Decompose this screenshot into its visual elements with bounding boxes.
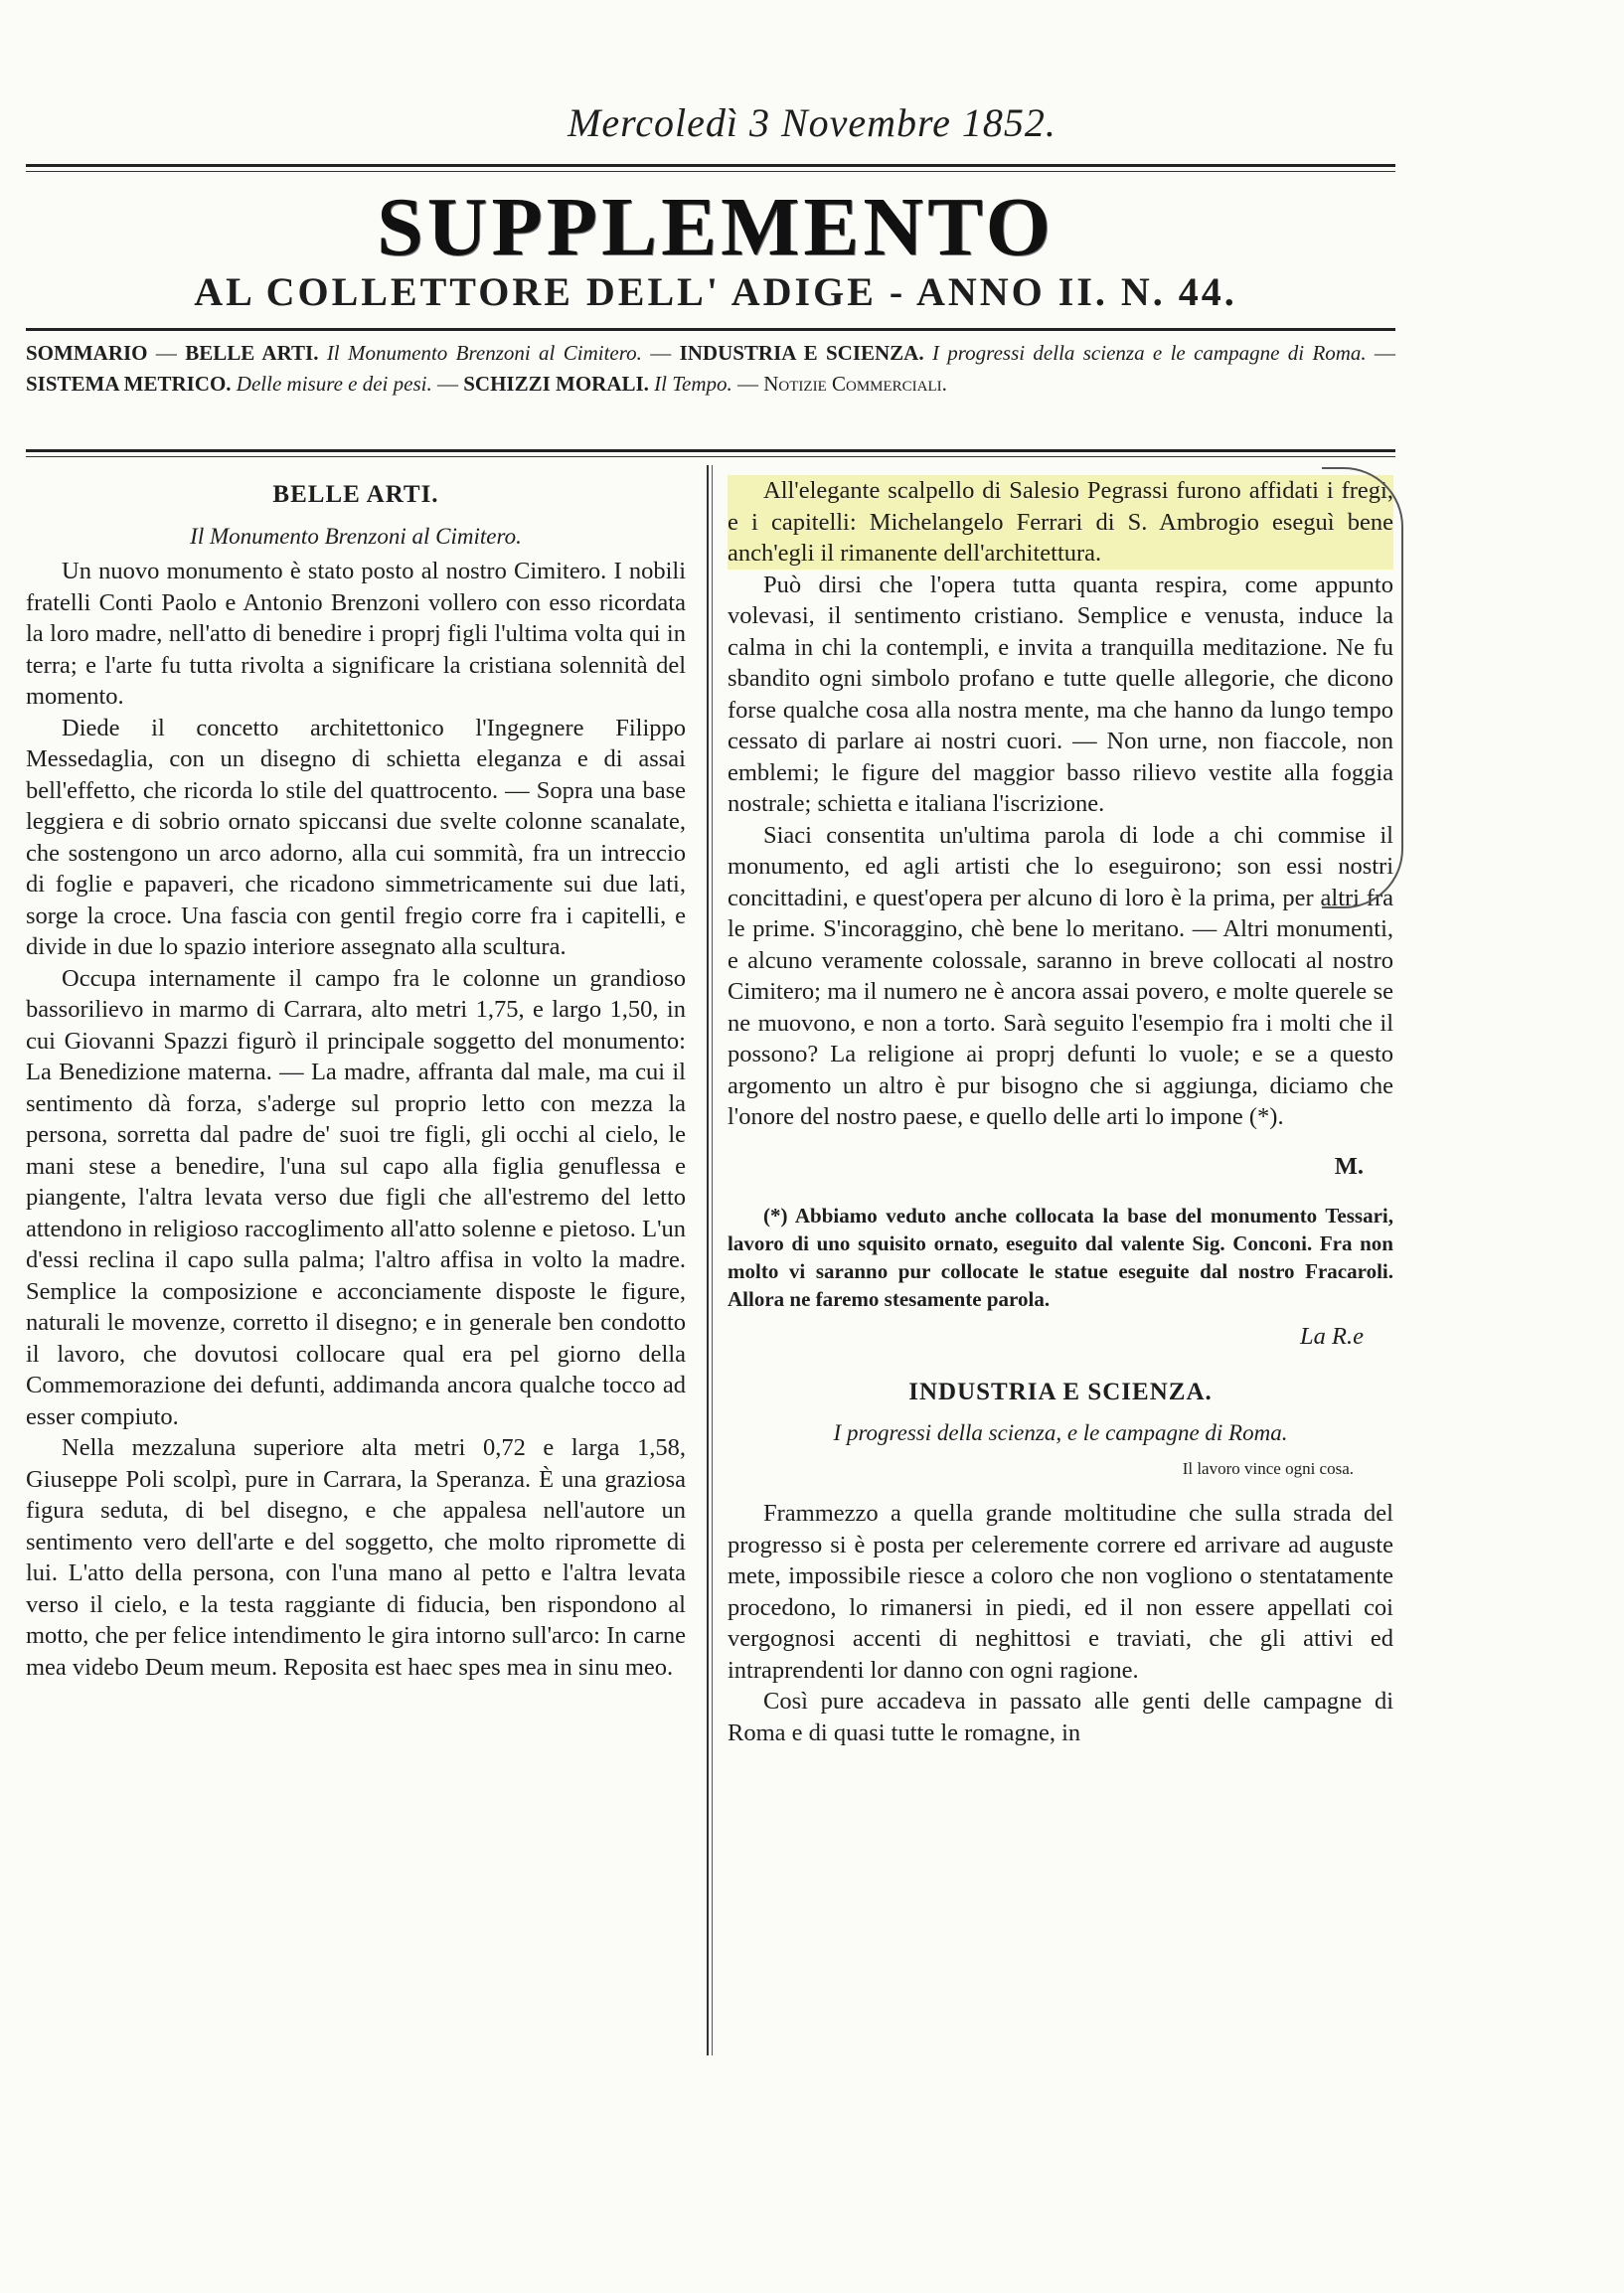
- paragraph: Siaci consentita un'ultima parola di lode a chi commise il monumento, ed agli artisti che lo eseguirono; son essi nostri concittadini, e quest'opera per alcuno di loro è la prima, per altri fra le prime. S'incoraggino, chè bene lo meritano. — Altri monumenti, e alcuno veramente colossale, saranno in breve collocati al nostro Cimitero; ma il numero ne è ancora assai povero, e molte querele se ne muovono, e non a torto. Sarà seguito l'esempio fra i molti che il possono? La religione ai proprj defunti lo vuole; e se a questo argomento un altro è pur bisogno che si aggiunga, diciamo che l'onore del nostro paese, e quello delle arti lo impone (*).: [728, 821, 1393, 1130]
- article-subtitle-progressi: I progressi della scienza, e le campagne di Roma.: [833, 1420, 1288, 1445]
- summary-section-4: SCHIZZI MORALI.: [463, 372, 649, 396]
- footnote: (*) Abbiamo veduto anche collocata la base del monumento Tessari, lavoro di uno squisito ornato, eseguito dal valente Sig. Conconi. Fra non molto vi saranno pur collocate le statue eseguite dal nostro Fracaroli. Allora ne faremo stesamente parola.: [728, 1204, 1393, 1311]
- summary-block: SOMMARIO — BELLE ARTI. Il Monumento Brenzoni al Cimitero. — INDUSTRIA E SCIENZA. I progressi della scienza e le campagne di Roma. — SISTEMA METRICO. Delle misure e dei pesi. — SCHIZZI MORALI. Il Tempo. — Notizie Commerciali.: [26, 341, 1396, 396]
- summary-text-3: Delle misure e dei pesi.: [236, 372, 432, 396]
- paragraph: Può dirsi che l'opera tutta quanta respira, come appunto volevasi, il sentimento cristiano. Semplice e venusta, induce la calma in chi la contempli, e invita a tranquilla meditazione. Ne fu sbandito ogni simbolo profano e tutte quelle allegorie, che dicono forse qualche cosa alla nostra mente, ma che hanno da lungo tempo cessato di parlare ai nostri cuori. — Non urne, non fiaccole, non emblemi; le figure del maggior basso rilievo vestite alla foggia nostrale; schietta e italiana l'iscrizione.: [728, 571, 1393, 817]
- signature-2: La R.e: [1300, 1323, 1364, 1350]
- column-divider-inner: [712, 465, 713, 2055]
- top-rule: [26, 164, 1395, 167]
- dateline: Mercoledì 3 Novembre 1852.: [568, 100, 1056, 145]
- article-subtitle-monumento: Il Monumento Brenzoni al Cimitero.: [190, 523, 522, 549]
- column-divider: [707, 465, 709, 2055]
- left-column: [26, 475, 686, 1683]
- paragraph: Frammezzo a quella grande moltitudine che sulla strada del progresso si è posta per celeremente correre ed arrivare ad auguste mete, impossibile riesce a coloro che non vogliono o stentatamente procedono, lo rimanersi in piedi, ed il non essere appellati coi vergognosi accenti di neghittosi e traviati, che gli attivi ed intraprendenti lor danno con ogni ragione.: [728, 1500, 1393, 1684]
- paragraph: Un nuovo monumento è stato posto al nostro Cimitero. I nobili fratelli Conti Paolo e Antonio Brenzoni vollero con esso ricordata la loro madre, nell'atto di benedire i proprj figli l'ultima volta qui in terra; e l'arte fu tutta rivolta a significare la cristiana solennità del momento.: [26, 558, 686, 710]
- summary-section-2: INDUSTRIA E SCIENZA.: [679, 341, 924, 365]
- summary-label: SOMMARIO: [26, 341, 148, 365]
- masthead-title: SUPPLEMENTO: [377, 181, 1055, 273]
- section-title-industria: INDUSTRIA E SCIENZA.: [908, 1378, 1213, 1405]
- summary-text-5: Notizie Commerciali.: [763, 372, 947, 396]
- paragraph: Così pure accadeva in passato alle genti delle campagne di Roma e di quasi tutte le romagne, in: [728, 1688, 1393, 1746]
- paragraph: Nella mezzaluna superiore alta metri 0,72 e larga 1,58, Giuseppe Poli scolpì, pure in Carrara, la Speranza. È una graziosa figura seduta, di bel disegno, e che appalesa nell'autore un sentimento vero dell'arte e del soggetto, che molto ripromette di lui. L'atto della persona, con l'una mano al petto e l'altra levata verso il cielo, e la testa raggiante di fiducia, ben rispondono al motto, che per felice intendimento le gira intorno sull'arco: In carne mea videbo Deum meum. Reposita est haec spes mea in sinu meo.: [26, 1434, 686, 1681]
- masthead-subtitle: AL COLLETTORE DELL' ADIGE - ANNO II. N. 44.: [194, 269, 1237, 314]
- top-rule-thin: [26, 171, 1395, 172]
- summary-rule-thin: [26, 456, 1395, 457]
- paragraph: Occupa internamente il campo fra le colonne un grandioso bassorilievo in marmo di Carrara, alto metri 1,75, e largo 1,50, in cui Giovanni Spazzi figurò il principale soggetto del monumento: La Benedizione materna. — La madre, affranta dal male, ma cui il sentimento dà forza, s'aderge sul proprio letto con mezza la persona, sorretta dal padre de' suoi tre figli, gli occhi al cielo, le mani stese a benedire, l'una sul capo alla figlia genuflessa e piangente, l'altra levata verso due figli che all'estremo del letto attendono in religioso raccoglimento all'atto solenne e pietoso. L'un d'essi reclina il capo sulla palma; l'altro affisa in volto la madre. Semplice la composizione e acconciamente disposte le figure, naturali le movenze, corretto il disegno; e in generale ben condotto il lavoro, che dovutosi collocare qual era pel giorno della Commemorazione dei defunti, addimanda ancora qualche tocco ad esser compiuto.: [26, 964, 686, 1430]
- motto: Il lavoro vince ogni cosa.: [1182, 1458, 1354, 1478]
- handwritten-bracket-mark: [1322, 467, 1403, 908]
- paragraph: All'elegante scalpello di Salesio Pegrassi furono affidati i fregi, e i capitelli: Michelangelo Ferrari di S. Ambrogio eseguì bene anch'egli il rimanente dell'architettura.: [728, 475, 1393, 570]
- summary-text-1: Il Monumento Brenzoni al Cimitero.: [326, 341, 642, 365]
- summary-text-2: I progressi della scienza e le campagne di Roma.: [931, 341, 1367, 365]
- summary-rule: [26, 449, 1395, 452]
- paragraph: Diede il concetto architettonico l'Ingegnere Filippo Messedaglia, con un disegno di schietta eleganza e di assai bell'effetto, che ricorda lo stile del quattrocento. — Sopra una base leggiera e di sobrio ornato spiccansi due svelte colonne scanalate, che sostengono un arco adorno, alla cui sommità, fra un intreccio di foglie e papaveri, che ricadono simmetricamente sui due lati, sorge la croce. Una fascia con gentil fregio corre fra i capitelli, e divide in due lo spazio interiore assegnato alla scultura.: [26, 714, 686, 960]
- right-column: [728, 475, 1393, 1748]
- masthead-rule: [26, 328, 1395, 331]
- signature: M.: [1334, 1152, 1364, 1180]
- section-title-belle-arti: BELLE ARTI.: [272, 481, 439, 508]
- summary-section-3: SISTEMA METRICO.: [26, 372, 232, 396]
- summary-section-1: BELLE ARTI.: [185, 341, 319, 365]
- summary-text-4: Il Tempo.: [654, 372, 732, 396]
